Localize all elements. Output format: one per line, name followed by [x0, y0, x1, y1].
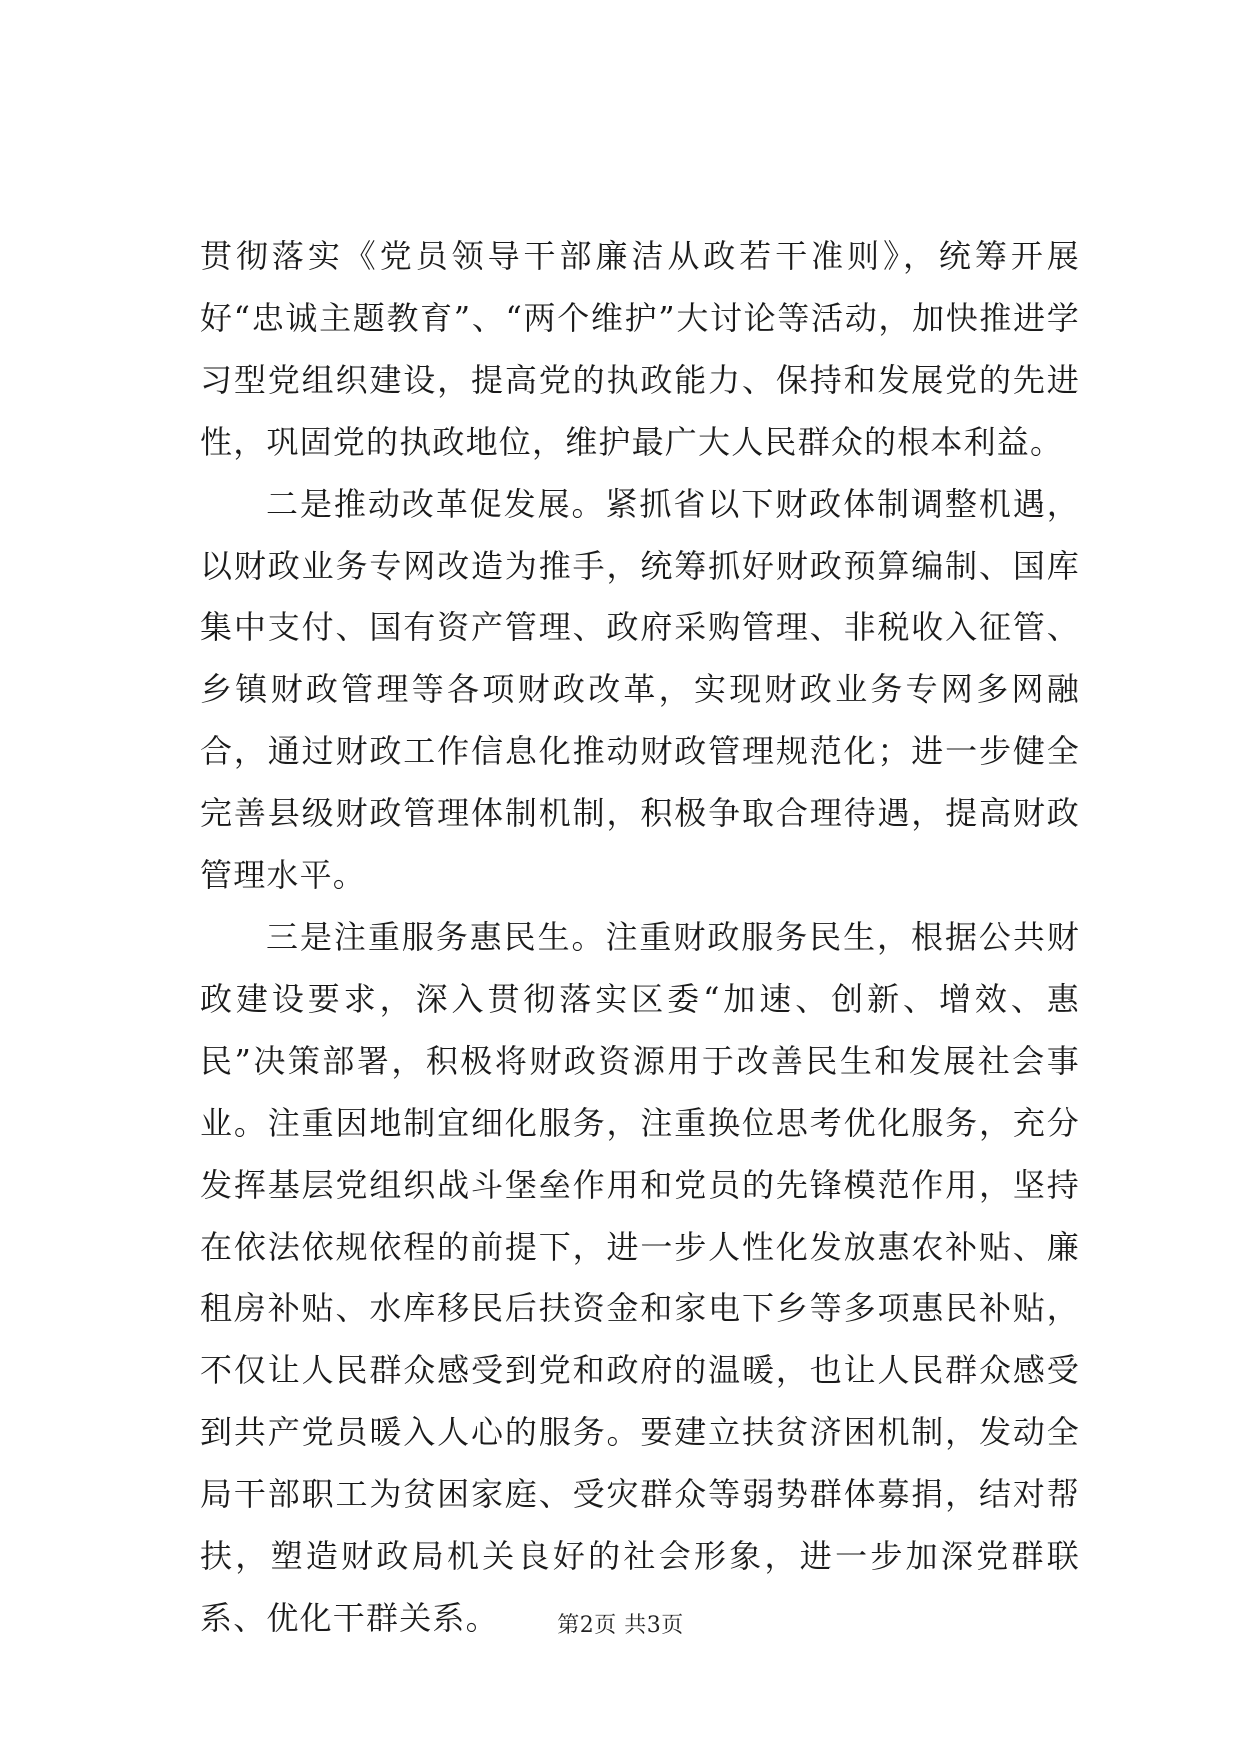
paragraph-service-livelihood: 三是注重服务惠民生。注重财政服务民生，根据公共财政建设要求，深入贯彻落实区委“加速、创新、增效、惠民”决策部署，积极将财政资源用于改善民生和发展社会事业。注重因地制宜细化服务，注重换位思考优化服务，充分发挥基层党组织战斗堡垒作用和党员的先锋模范作用，坚持在依法依规依程的前提下，进一步人性化发放惠农补贴、廉租房补贴、水库移民后扶资金和家电下乡等多项惠民补贴，不仅让人民群众感受到党和政府的温暖，也让人民群众感受到共产党员暖入人心的服务。要建立扶贫济困机制，发动全局干部职工为贫困家庭、受灾群众等弱势群体募捐，结对帮扶，塑造财政局机关良好的社会形象，进一步加深党群联系、优化干群关系。 — [200, 917, 1080, 1637]
paragraph-reform-development: 二是推动改革促发展。紧抓省以下财政体制调整机遇，以财政业务专网改造为推手，统筹抓好财政预算编制、国库集中支付、国有资产管理、政府采购管理、非税收入征管、乡镇财政管理等各项财政改革，实现财政业务专网多网融合，通过财政工作信息化推动财政管理规范化；进一步健全完善县级财政管理体制机制，积极争取合理待遇，提高财政管理水平。 — [200, 484, 1080, 895]
page-footer: 第2页 共3页 — [557, 1613, 684, 1638]
paragraph-continuation: 贯彻落实《党员领导干部廉洁从政若干准则》，统筹开展好“忠诚主题教育”、“两个维护”大讨论等活动，加快推进学习型党组织建设，提高党的执政能力、保持和发展党的先进性，巩固党的执政地位，维护最广大人民群众的根本利益。 — [200, 237, 1080, 461]
document-body — [200, 226, 1080, 1650]
